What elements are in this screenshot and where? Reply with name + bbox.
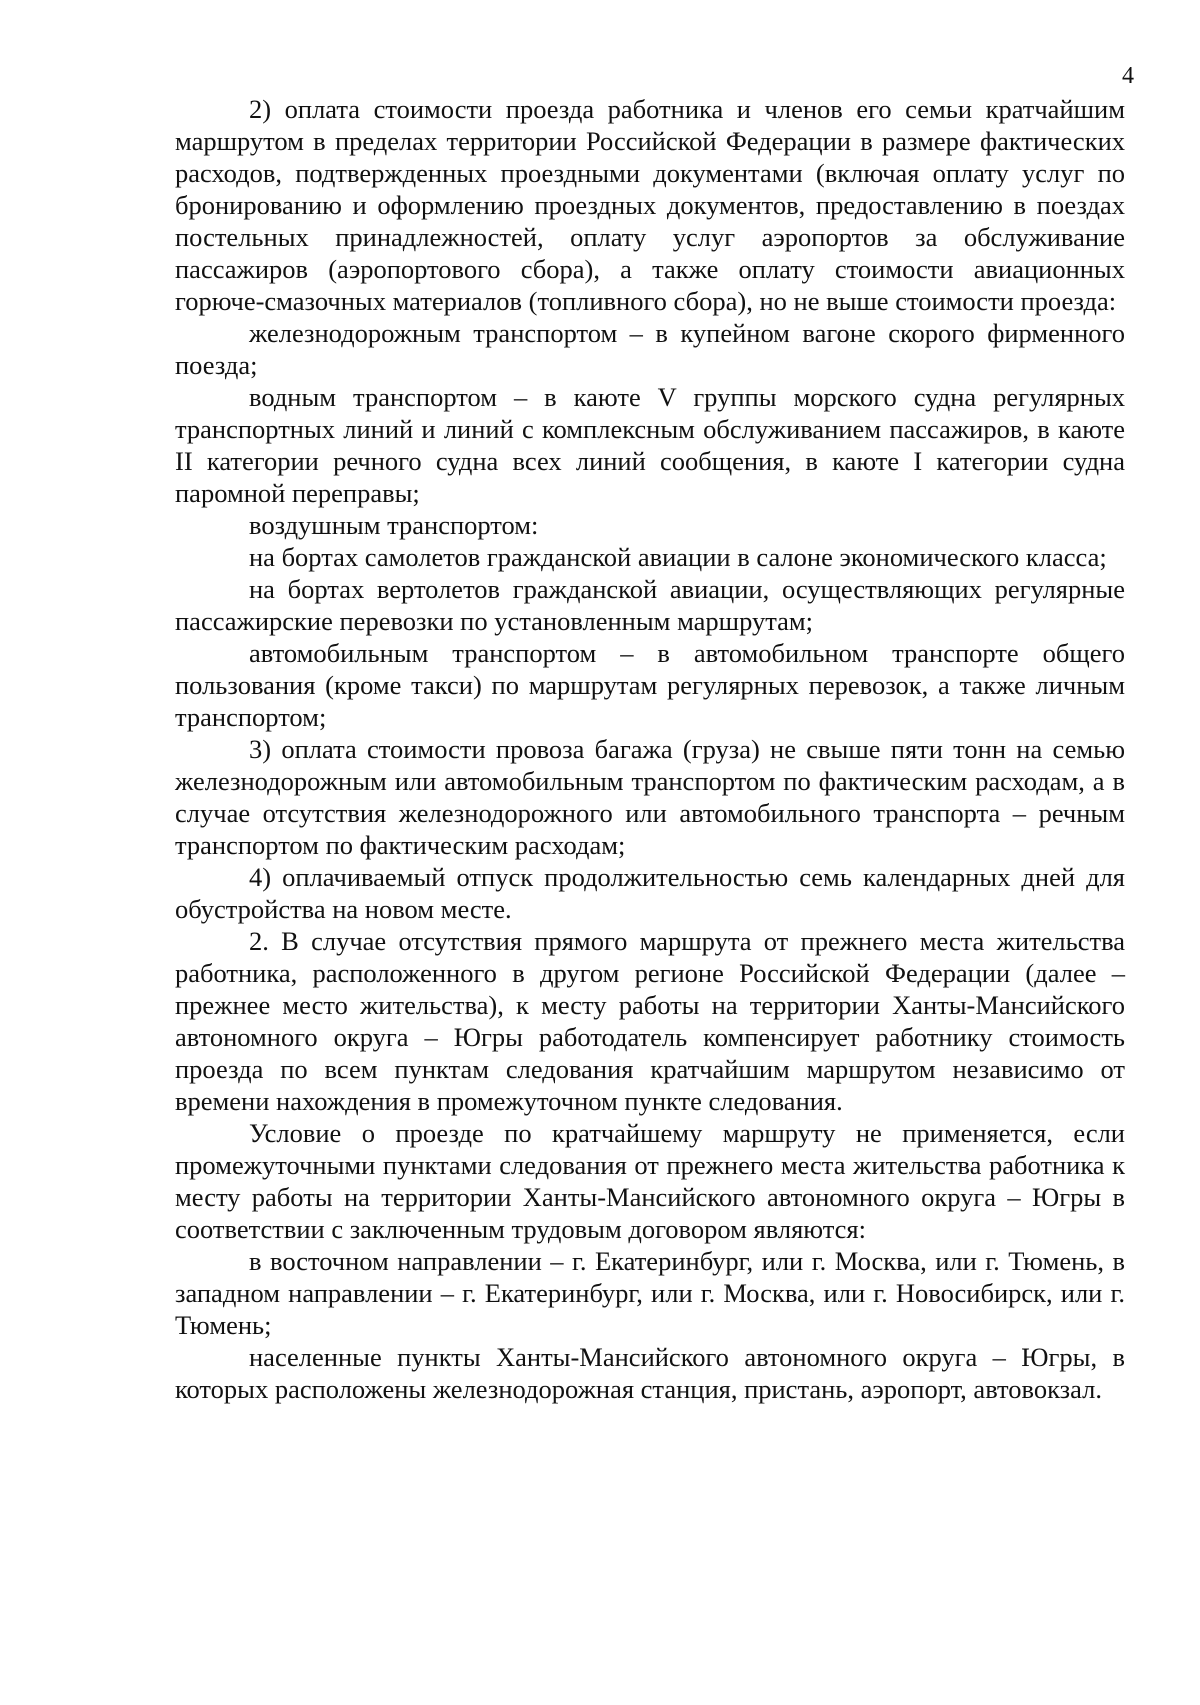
document-body <box>175 93 1125 1405</box>
paragraph-item-2-travel-payment: 2) оплата стоимости проезда работника и членов его семьи кратчайшим маршрутом в пределах территории Российской Федерации в размере фактических расходов, подтвержденных проездными документами (включая оплату услуг по бронированию и оформлению проездных документов, предоставлению в поездах постельных принадлежностей, оплату услуг аэропортов за обслуживание пассажиров (аэропортового сбора), а также оплату стоимости авиационных горюче-смазочных материалов (топливного сбора), но не выше стоимости проезда: <box>175 94 1125 316</box>
paragraph-road-transport: автомобильным транспортом – в автомобильном транспорте общего пользования (кроме такси) по маршрутам регулярных перевозок, а также личным транспортом; <box>175 638 1125 732</box>
paragraph-shortest-route-condition: Условие о проезде по кратчайшему маршруту не применяется, если промежуточными пунктами следования от прежнего места жительства работника к месту работы на территории Ханты-Мансийского автономного округа – Югры в соответствии с заключенным трудовым договором являются: <box>175 1118 1125 1244</box>
paragraph-item-3-baggage: 3) оплата стоимости провоза багажа (груза) не свыше пяти тонн на семью железнодорожным или автомобильным транспортом по фактическим расходам, а в случае отсутствия железнодорожного или автомобильного транспорта – речным транспортом по фактическим расходам; <box>175 734 1125 860</box>
page-number: 4 <box>1122 63 1134 89</box>
paragraph-water-transport: водным транспортом – в каюте V группы морского судна регулярных транспортных линий и линий с комплексным обслуживанием пассажиров, в каюте II категории речного судна всех линий сообщения, в каюте I категории судна паромной переправы; <box>175 382 1125 508</box>
paragraph-intermediate-cities: в восточном направлении – г. Екатеринбург, или г. Москва, или г. Тюмень, в западном направлении – г. Екатеринбург, или г. Москва, или г. Новосибирск, или г. Тюмень; <box>175 1246 1125 1340</box>
paragraph-settlements: населенные пункты Ханты-Мансийского автономного округа – Югры, в которых расположены железнодорожная станция, пристань, аэропорт, автовокзал. <box>175 1342 1125 1404</box>
paragraph-rail-transport: железнодорожным транспортом – в купейном вагоне скорого фирменного поезда; <box>175 318 1125 380</box>
paragraph-item-4-leave: 4) оплачиваемый отпуск продолжительностью семь календарных дней для обустройства на новом месте. <box>175 862 1125 924</box>
paragraph-section-2-no-direct-route: 2. В случае отсутствия прямого маршрута от прежнего места жительства работника, расположенного в другом регионе Российской Федерации (далее – прежнее место жительства), к месту работы на территории Ханты-Мансийского автономного округа – Югры работодатель компенсирует работнику стоимость проезда по всем пунктам следования кратчайшим маршрутом независимо от времени нахождения в промежуточном пункте следования. <box>175 926 1125 1116</box>
paragraph-air-transport: воздушным транспортом: <box>249 510 539 540</box>
paragraph-helicopters: на бортах вертолетов гражданской авиации, осуществляющих регулярные пассажирские перевозки по установленным маршрутам; <box>175 574 1125 636</box>
paragraph-airplanes: на бортах самолетов гражданской авиации в салоне экономического класса; <box>249 542 1107 572</box>
